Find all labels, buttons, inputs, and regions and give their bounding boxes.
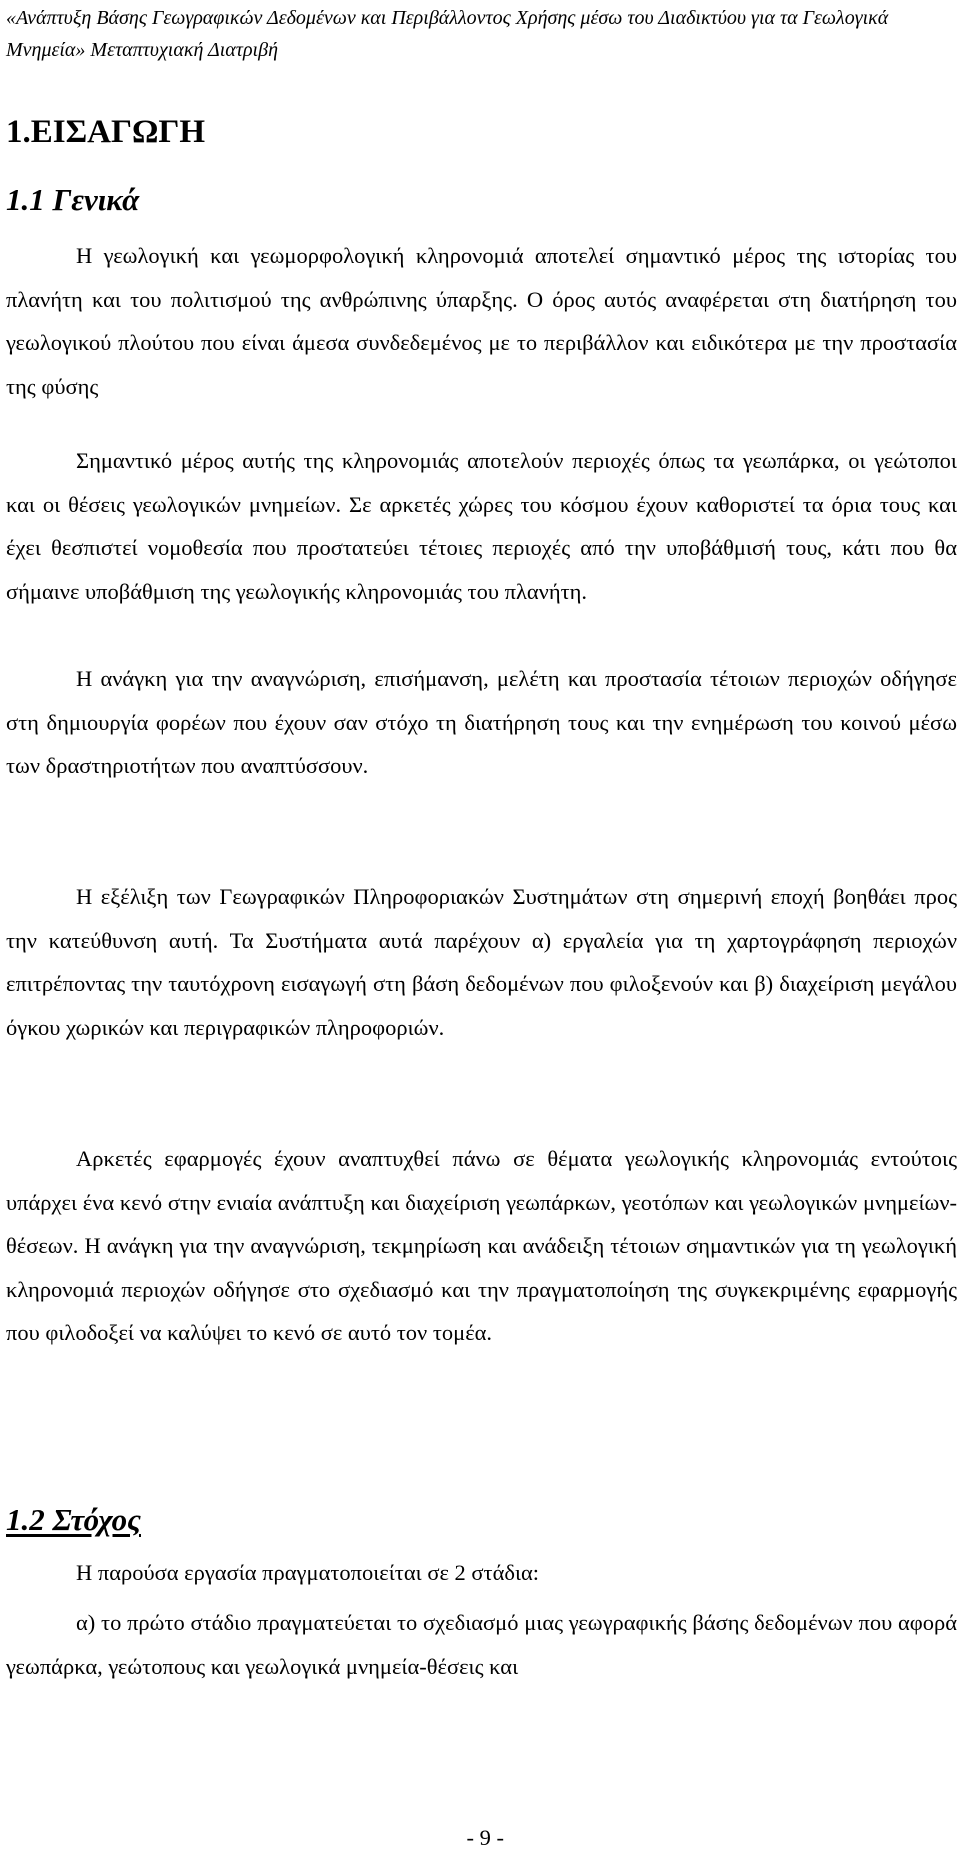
paragraph: Η γεωλογική και γεωμορφολογική κληρονομιά αποτελεί σημαντικό μέρος της ιστορίας του πλανήτη και του πολιτισμού της ανθρώπινης ύπαρξης. Ο όρος αυτός αναφέρεται στη διατήρηση του γεωλογικού πλούτου που είναι άμεσα συνδεδεμένος με το περιβάλλον και ειδικότερα με την προστασία της φύσης <box>6 243 957 399</box>
paragraph: Η παρούσα εργασία πραγματοποιείται σε 2 στάδια: <box>76 1560 540 1585</box>
section-title-general: 1.1 Γενικά <box>6 182 140 217</box>
paragraph: Η εξέλιξη των Γεωγραφικών Πληροφοριακών Συστημάτων στη σημερινή εποχή βοηθάει προς την κατεύθυνση αυτή. Τα Συστήματα αυτά παρέχουν α) εργαλεία για τη χαρτογράφηση περιοχών επιτρέποντας την ταυτόχρονη εισαγωγή στη βάση δεδομένων που φιλοξενούν και β) διαχείριση μεγάλου όγκου χωρικών και περιγραφικών πληροφοριών. <box>6 884 957 1040</box>
running-header: «Ανάπτυξη Βάσης Γεωγραφικών Δεδομένων και Περιβάλλοντος Χρήσης μέσω του Διαδικτύου για τα Γεωλογικά Μνημεία» Μεταπτυχιακή Διατριβή <box>6 7 889 61</box>
paragraph: α) το πρώτο στάδιο πραγματεύεται το σχεδιασμό μιας γεωγραφικής βάσης δεδομένων που αφορά γεωπάρκα, γεώτοπους και γεωλογικά μνημεία-θέσεις και <box>6 1610 957 1679</box>
page-number: - 9 - <box>466 1825 504 1850</box>
paragraph: Αρκετές εφαρμογές έχουν αναπτυχθεί πάνω σε θέματα γεωλογικής κληρονομιάς εντούτοις υπάρχει ένα κενό στην ενιαία ανάπτυξη και διαχείριση γεωπάρκων, γεοτόπων και γεωλογικών μνημείων-θέσεων. Η ανάγκη για την αναγνώριση, τεκμηρίωση και ανάδειξη τέτοιων σημαντικών για τη γεωλογική κληρονομιά περιοχών οδήγησε στο σχεδιασμό και την πραγματοποίηση της συγκεκριμένης εφαρμογής που φιλοδοξεί να καλύψει το κενό σε αυτό τον τομέα. <box>6 1146 957 1345</box>
section-title-goal: 1.2 Στόχος <box>6 1502 141 1537</box>
paragraph: Η ανάγκη για την αναγνώριση, επισήμανση, μελέτη και προστασία τέτοιων περιοχών οδήγησε στη δημιουργία φορέων που έχουν σαν στόχο τη διατήρηση τους και την ενημέρωση του κοινού μέσω των δραστηριοτήτων που αναπτύσσουν. <box>6 666 957 778</box>
paragraph: Σημαντικό μέρος αυτής της κληρονομιάς αποτελούν περιοχές όπως τα γεωπάρκα, οι γεώτοποι και οι θέσεις γεωλογικών μνημείων. Σε αρκετές χώρες του κόσμου έχουν καθοριστεί τα όρια τους και έχει θεσπιστεί νομοθεσία που προστατεύει τέτοιες περιοχές από την υποβάθμισή τους, κάτι που θα σήμαινε υποβάθμιση της γεωλογικής κληρονομιάς του πλανήτη. <box>6 448 957 604</box>
chapter-title: 1.ΕΙΣΑΓΩΓΗ <box>6 114 206 150</box>
